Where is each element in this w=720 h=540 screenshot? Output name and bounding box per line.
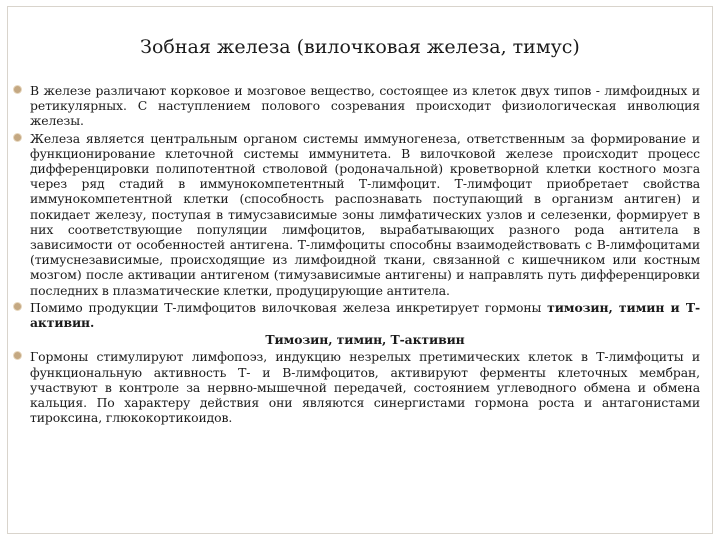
hormones-bold-text: тимозин, тимин и Т-активин. <box>30 299 700 331</box>
bullet-icon <box>14 352 21 359</box>
list-item <box>14 131 700 298</box>
list-item <box>14 83 700 129</box>
bullet-icon <box>14 134 21 141</box>
slide-title: Зобная железа (вилочковая железа, тимус) <box>140 36 580 58</box>
list-item-text: В железе различают корковое и мозговое вещество, состоящее из клеток двух типов - лимфоидных и ретикулярных. С наступлением полового созревания происходит физиологическая инволюция железы. <box>30 83 700 129</box>
list-item-text: Железа является центральным органом системы иммуногенеза, ответственным за формирование и функционирование клеточной системы иммунитета. В вилочковой железе происходит процесс дифференцировки полипотентной стволовой (родоначальной) кроветворной клетки костного мозга через ряд стадий в иммунокомпетентный Т-лимфоцит. Т-лимфоцит приобретает свойства иммунокомпетентной клетки (способность распознавать поступающий в организм антиген) и покидает железу, поступая в тимусзависимые зоны лимфатических узлов и селезенки, формирует в них соответствующие популяции лимфоцитов, вырабатывающих разного рода антитела в зависимости от особенностей антигена. Т-лимфоциты способны взаимодействовать с В-лимфоцитами (тимуснезависимые, происходящие из лимфоидной ткани, связанной с кишечником или костным мозгом) после активации антигеном (тимузависимые антигены) и направлять путь дифференцировки последних в плазматические клетки, продуцирующие антитела. <box>30 130 700 298</box>
list-item <box>14 349 700 425</box>
bullet-icon <box>14 86 21 93</box>
list-item <box>14 300 700 330</box>
list-item-text: Помимо продукции Т-лимфоцитов вилочковая железа инкретирует гормоны <box>30 299 548 315</box>
list-item-text: Гормоны стимулируют лимфопоэз, индукцию незрелых претимических клеток в Т-лимфоциты и функциональную активность Т- и В-лимфоцитов, активируют ферменты клеточных мембран, участвуют в контроле за нервно-мышечной передачей, состоянием углеводного обмена и обмена кальция. По характеру действия они являются синергистами гормона роста и антагонистами тироксина, глюкокортикоидов. <box>30 349 700 426</box>
slide-content <box>14 83 700 427</box>
bullet-icon <box>14 303 21 310</box>
hormones-subheading: Тимозин, тимин, Т-активин <box>265 332 465 348</box>
